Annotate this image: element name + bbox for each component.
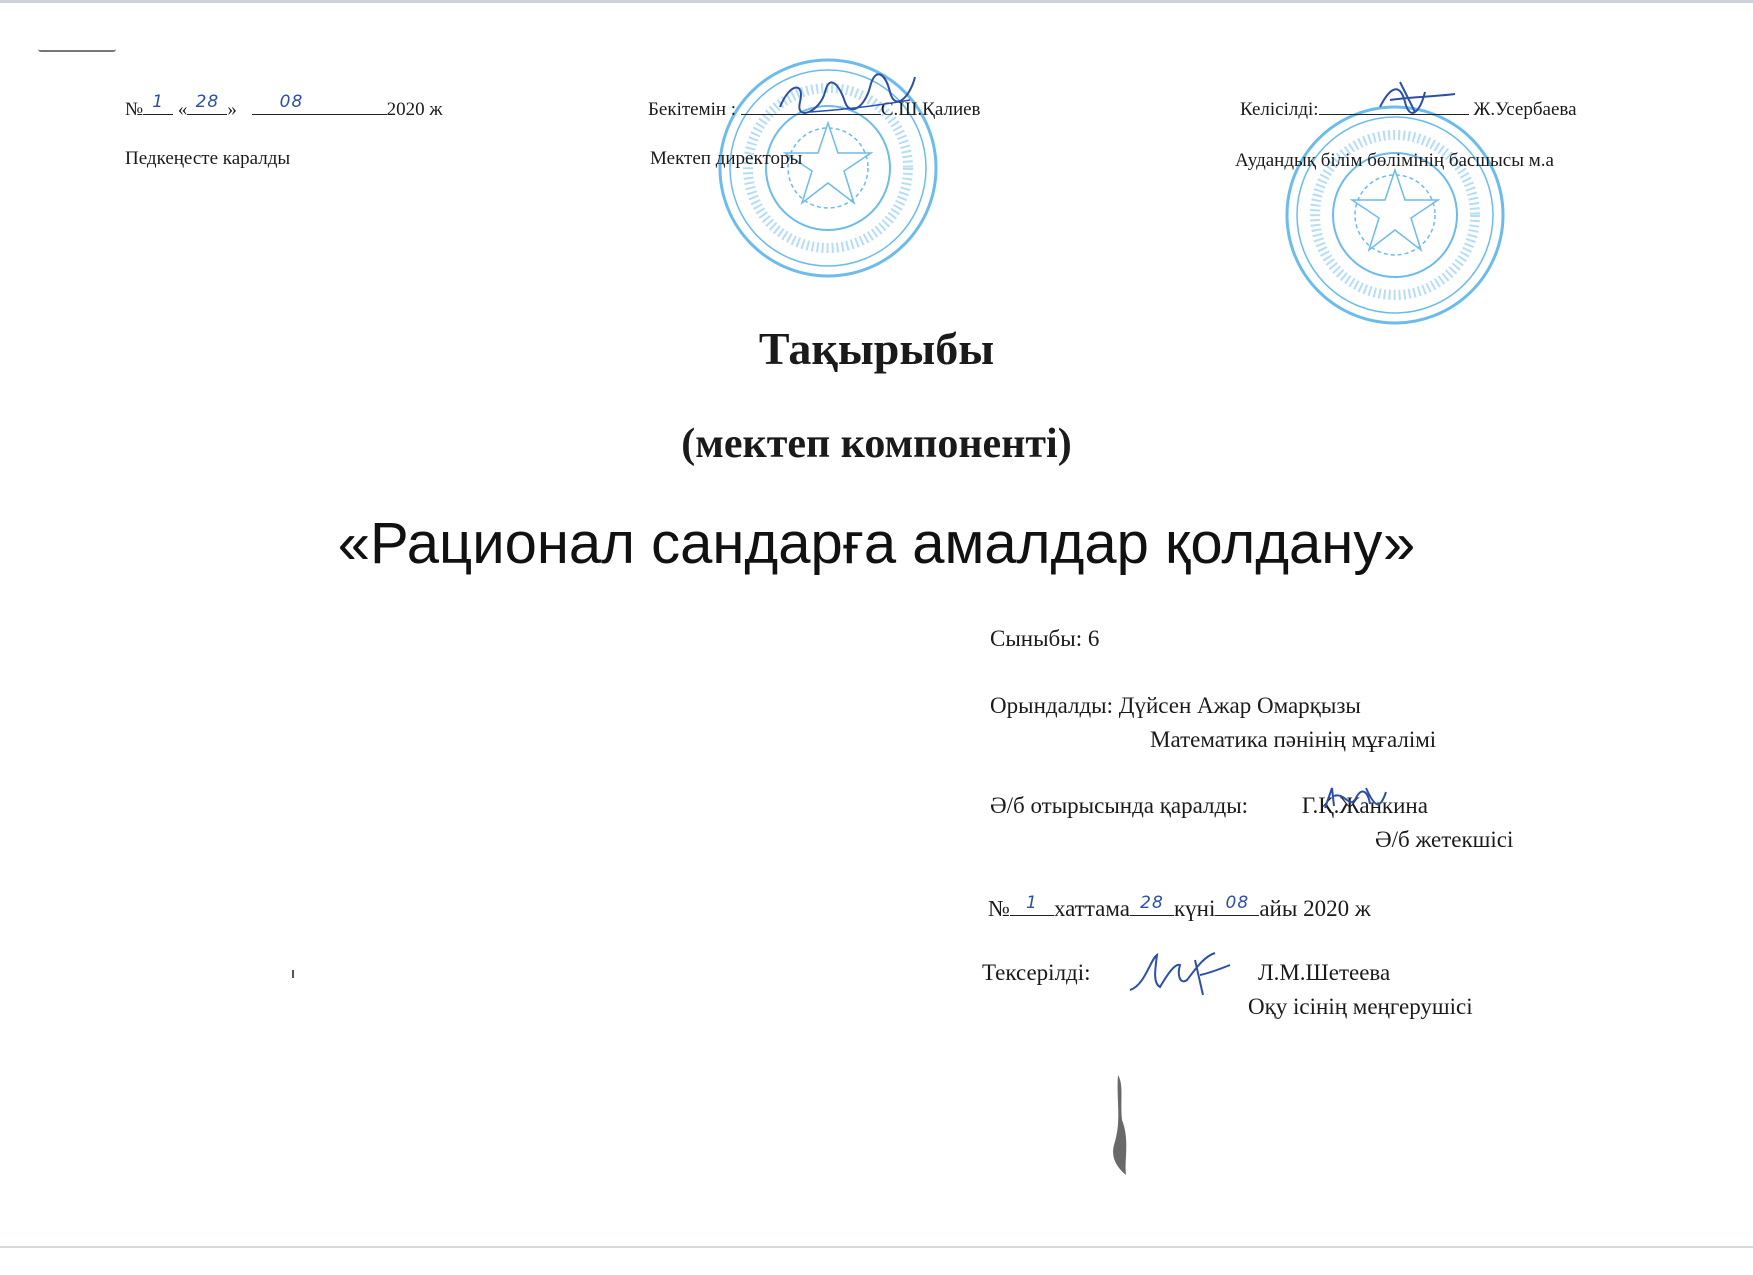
no-blank (143, 92, 173, 115)
scan-top-edge (0, 0, 1753, 3)
protocol-label: хаттама (1053, 896, 1130, 921)
scan-dot (292, 970, 294, 978)
department-stamp (1280, 100, 1510, 330)
director-caption: Мектеп директоры (650, 148, 803, 169)
director-signature (770, 62, 920, 122)
date-close: » (227, 99, 237, 120)
lesson-theme: «Рационал сандарға амалдар қолдану» (337, 511, 1416, 576)
protocol-line (988, 893, 1371, 922)
protocol-no-label: № (988, 896, 1010, 921)
agreed-signature (1370, 72, 1460, 122)
approve-label: Бекітемін : (648, 99, 737, 120)
reviewed-label: Ә/б отырысында қаралды: (990, 793, 1249, 818)
year-text: 2020 ж (386, 99, 443, 120)
checked-role-text: Оқу ісінің меңгерушісі (1248, 994, 1473, 1019)
month-year-text: айы 2020 ж (1259, 896, 1371, 921)
checker-signature (1125, 945, 1235, 1000)
checked-label: Тексерілді: (982, 960, 1091, 985)
pedcouncil-caption: Педкеңесте каралды (125, 148, 291, 169)
director-name: С.Ш.Қалиев (880, 99, 981, 120)
doc-title: Тақырыбы (758, 323, 995, 374)
doc-subtitle: (мектеп компоненті) (681, 421, 1072, 467)
checked-name: Л.М.Шетеева (1258, 960, 1391, 985)
reviewed-role-text: Ә/б жетекшісі (1375, 827, 1514, 852)
reviewed-name: Г.Қ.Жанкина (1301, 793, 1428, 818)
protocol-no-blank (1010, 893, 1054, 916)
agreed-caption: Аудандық білім бөлімінің басшысы м.а (1235, 150, 1554, 171)
reviewer-signature (1320, 780, 1390, 820)
day-handwritten: 28 (195, 92, 220, 112)
protocol-header (125, 92, 443, 121)
protocol-month-handwritten: 08 (1225, 893, 1250, 913)
date-open: « (177, 99, 188, 120)
protocol-day-handwritten: 28 (1140, 893, 1164, 913)
day-blank (187, 92, 227, 115)
scan-mark (38, 44, 116, 52)
day-label: күні (1173, 896, 1216, 921)
agreed-name: Ж.Усербаева (1473, 99, 1577, 120)
grade-text: Сыныбы: 6 (990, 626, 1100, 651)
no-label: № (125, 99, 144, 120)
scan-bottom-edge (0, 1246, 1753, 1248)
protocol-month-blank (1215, 893, 1259, 916)
month-blank (252, 92, 387, 115)
no-handwritten: 1 (152, 92, 165, 112)
month-handwritten: 08 (279, 92, 304, 112)
protocol-day-blank (1130, 893, 1174, 916)
protocol-no-handwritten: 1 (1026, 893, 1038, 913)
ink-smudge (1100, 1070, 1140, 1180)
agreed-label: Келісілді: (1240, 99, 1319, 120)
performer-role-text: Математика пәнінің мұғалімі (1150, 727, 1437, 752)
performed-by-text: Орындалды: Дүйсен Ажар Омарқызы (990, 693, 1361, 718)
